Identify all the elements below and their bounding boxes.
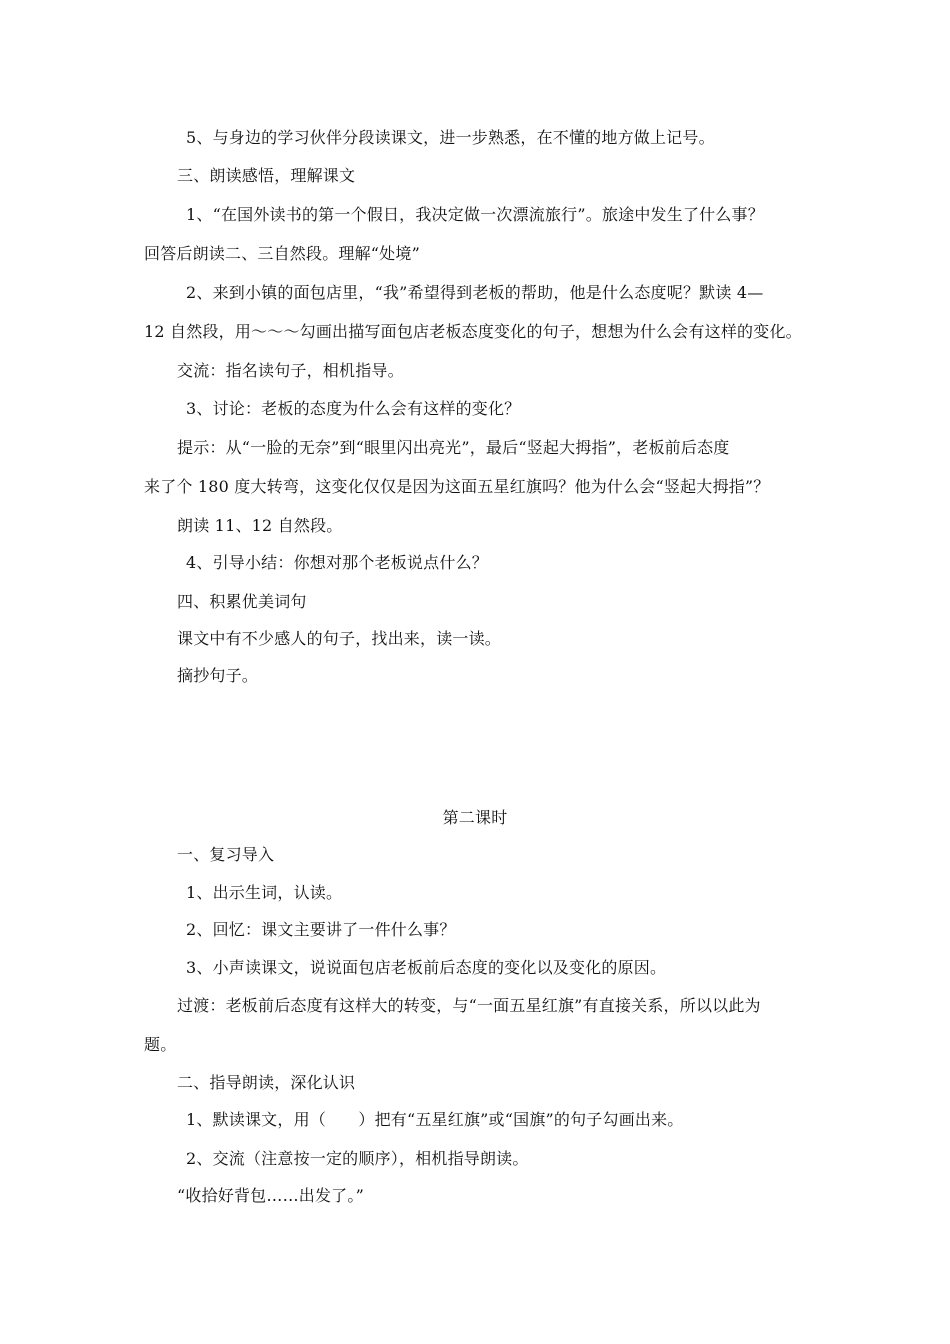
quote-line: “收拾好背包……出发了。”	[177, 1186, 364, 1205]
paragraph-line: 1、默读课文，用（ ）把有“五星红旗”或“国旗”的句子勾画出来。	[186, 1110, 684, 1129]
paragraph-line: 来了个 180 度大转弯，这变化仅仅是因为这面五星红旗吗？他为什么会“竖起大拇指”？	[144, 477, 770, 496]
paragraph-line: 回答后朗读二、三自然段。理解“处境”	[144, 244, 420, 263]
paragraph-line: 3、讨论：老板的态度为什么会有这样的变化？	[186, 399, 521, 418]
paragraph-line: 4、引导小结：你想对那个老板说点什么？	[186, 553, 488, 572]
paragraph-line: 交流：指名读句子，相机指导。	[177, 361, 404, 380]
paragraph-line: 过渡：老板前后态度有这样大的转变，与“一面五星红旗”有直接关系，所以以此为	[177, 996, 761, 1015]
paragraph-line: 朗读 11、12 自然段。	[177, 516, 343, 535]
paragraph-line: 课文中有不少感人的句子，找出来，读一读。	[177, 629, 502, 648]
paragraph-line: 2、回忆：课文主要讲了一件什么事？	[186, 920, 456, 939]
section-heading: 一、复习导入	[177, 845, 275, 864]
section-heading: 三、朗读感悟，理解课文	[177, 166, 356, 185]
lesson-title: 第二课时	[442, 808, 508, 827]
paragraph-line: 2、交流（注意按一定的顺序），相机指导朗读。	[186, 1149, 529, 1168]
paragraph-line: 摘抄句子。	[177, 666, 259, 685]
paragraph-line: 1、“在国外读书的第一个假日，我决定做一次漂流旅行”。旅途中发生了什么事？	[186, 205, 764, 224]
paragraph-line: 题。	[144, 1035, 177, 1054]
paragraph-line: 提示：从“一脸的无奈”到“眼里闪出亮光”，最后“竖起大拇指”，老板前后态度	[177, 438, 730, 457]
paragraph-line: 2、来到小镇的面包店里，“我”希望得到老板的帮助，他是什么态度呢？默读 4—	[186, 283, 764, 302]
paragraph-line: 12 自然段，用～～～勾画出描写面包店老板态度变化的句子，想想为什么会有这样的变化。	[144, 322, 802, 341]
paragraph-line: 5、与身边的学习伙伴分段读课文，进一步熟悉，在不懂的地方做上记号。	[186, 128, 715, 147]
paragraph-line: 1、出示生词，认读。	[186, 883, 343, 902]
section-heading: 四、积累优美词句	[177, 592, 307, 611]
paragraph-line: 3、小声读课文，说说面包店老板前后态度的变化以及变化的原因。	[186, 958, 667, 977]
section-heading: 二、指导朗读，深化认识	[177, 1073, 356, 1092]
